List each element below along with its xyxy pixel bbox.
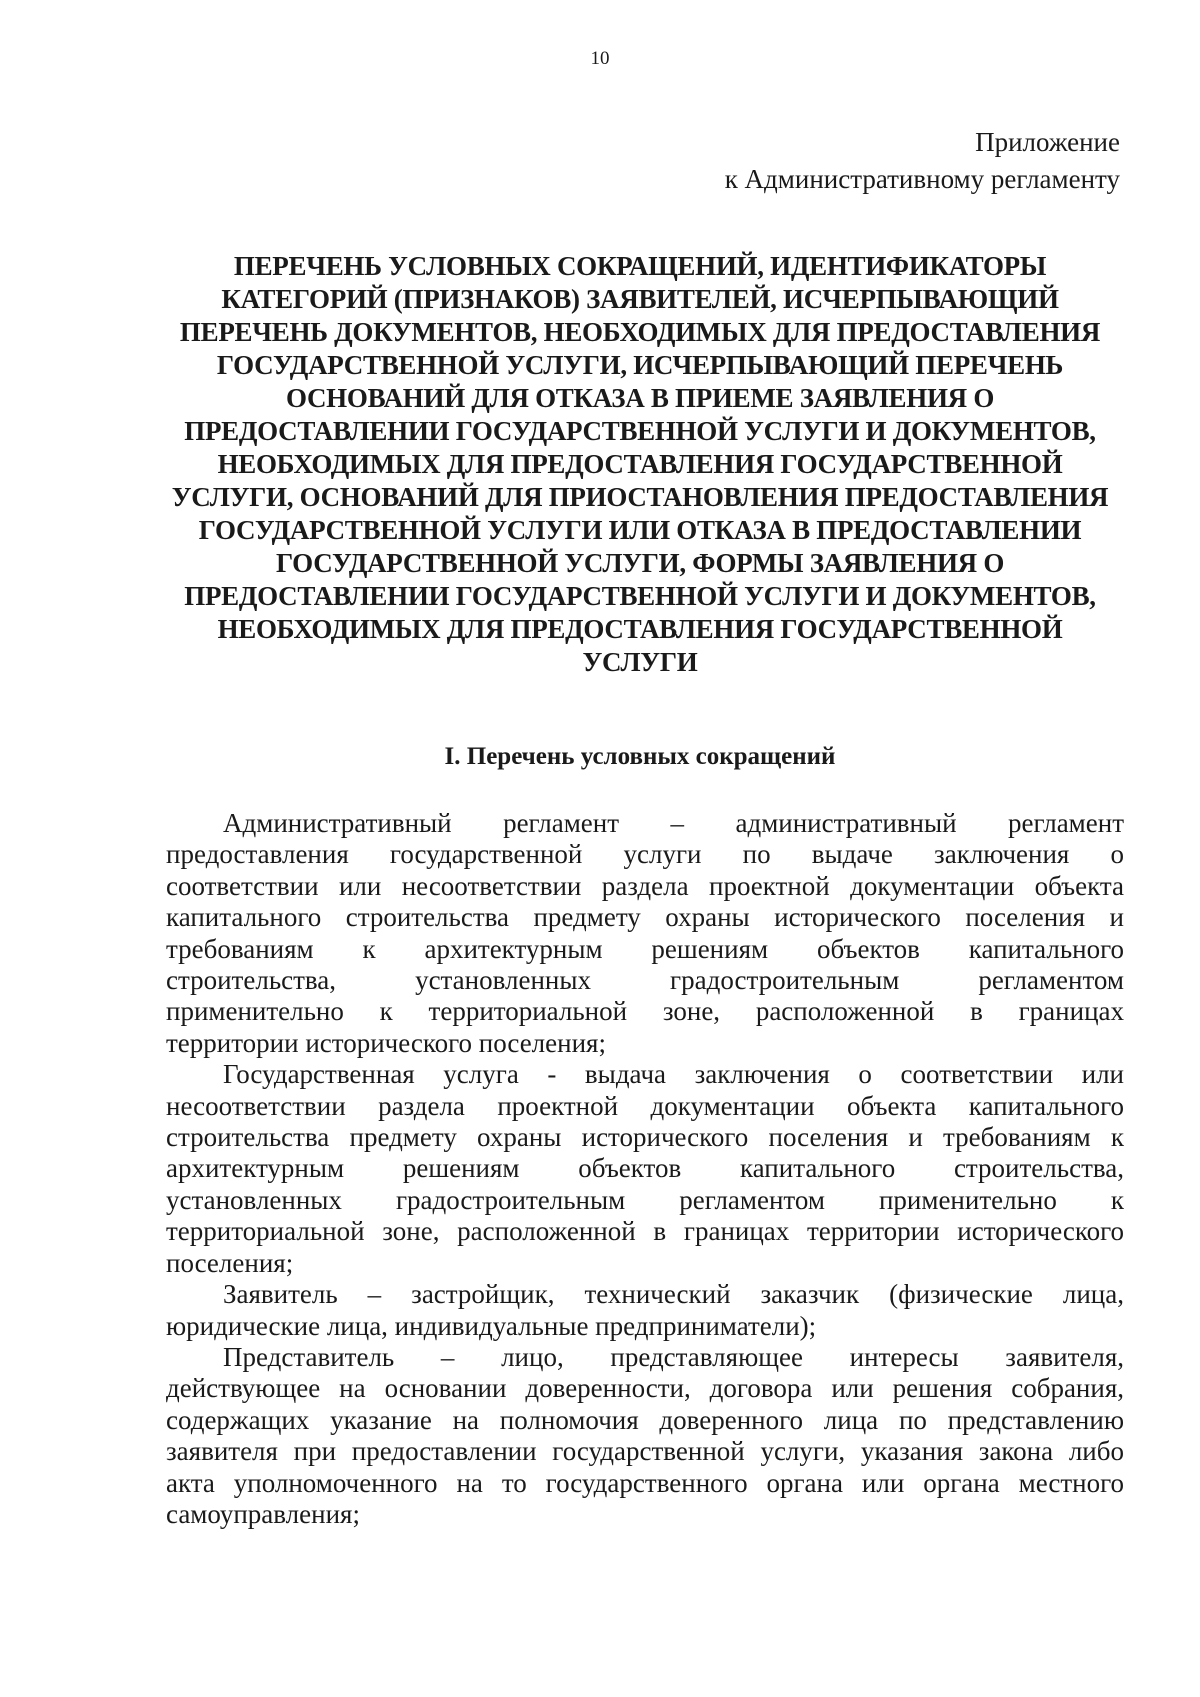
title-line: ОСНОВАНИЙ ДЛЯ ОТКАЗА В ПРИЕМЕ ЗАЯВЛЕНИЯ О xyxy=(285,383,995,413)
paragraph-line: установленных градостроительным регламентом применительно к xyxy=(166,1184,1124,1215)
paragraph-line: капитального строительства предмету охраны исторического поселения и xyxy=(166,902,1124,933)
paragraph-line: строительства, установленных градостроительным регламентом xyxy=(166,965,1124,996)
paragraph-line: Административный регламент – административный регламент xyxy=(223,808,1124,838)
paragraph-line: архитектурным решениям объектов капитального строительства, xyxy=(166,1153,1124,1184)
paragraph-line: несоответствии раздела проектной документации объекта капитального xyxy=(166,1090,1124,1121)
title-line: ГОСУДАРСТВЕННОЙ УСЛУГИ, ФОРМЫ ЗАЯВЛЕНИЯ О xyxy=(275,548,1005,578)
appendix-label xyxy=(725,124,1120,198)
title-line: ГОСУДАРСТВЕННОЙ УСЛУГИ ИЛИ ОТКАЗА В ПРЕДОСТАВЛЕНИИ xyxy=(198,515,1082,545)
title-line: ГОСУДАРСТВЕННОЙ УСЛУГИ, ИСЧЕРПЫВАЮЩИЙ ПЕРЕЧЕНЬ xyxy=(216,350,1064,380)
paragraph-line: строительства предмету охраны исторического поселения и требованиям к xyxy=(166,1122,1124,1153)
title-line: УСЛУГИ, ОСНОВАНИЙ ДЛЯ ПРИОСТАНОВЛЕНИЯ ПРЕДОСТАВЛЕНИЯ xyxy=(171,482,1109,512)
title-line: КАТЕГОРИЙ (ПРИЗНАКОВ) ЗАЯВИТЕЛЕЙ, ИСЧЕРПЫВАЮЩИЙ xyxy=(221,284,1059,314)
paragraph-line: Государственная услуга - выдача заключения о соответствии или xyxy=(223,1059,1124,1090)
paragraph-representative xyxy=(166,1342,1124,1530)
paragraph-line: заявителя при предоставлении государственной услуги, указания закона либо xyxy=(166,1436,1124,1467)
paragraph-administrative-regulation xyxy=(166,808,1124,1059)
title-line: ПРЕДОСТАВЛЕНИИ ГОСУДАРСТВЕННОЙ УСЛУГИ И ДОКУМЕНТОВ, xyxy=(184,581,1096,611)
paragraph-state-service xyxy=(166,1059,1124,1279)
title-line: УСЛУГИ xyxy=(582,647,698,677)
title-line: ПЕРЕЧЕНЬ ДОКУМЕНТОВ, НЕОБХОДИМЫХ ДЛЯ ПРЕДОСТАВЛЕНИЯ xyxy=(179,317,1101,347)
title-line: НЕОБХОДИМЫХ ДЛЯ ПРЕДОСТАВЛЕНИЯ ГОСУДАРСТВЕННОЙ xyxy=(217,449,1063,479)
paragraph-line: территориальной зоне, расположенной в границах территории исторического xyxy=(166,1216,1124,1247)
appendix-line-1: Приложение xyxy=(975,127,1120,157)
paragraph-line: требованиям к архитектурным решениям объектов капитального xyxy=(166,933,1124,964)
section-heading: I. Перечень условных сокращений xyxy=(444,743,836,770)
paragraph-line: содержащих указание на полномочия доверенного лица по представлению xyxy=(166,1404,1124,1435)
title-line: ПРЕДОСТАВЛЕНИИ ГОСУДАРСТВЕННОЙ УСЛУГИ И ДОКУМЕНТОВ, xyxy=(184,416,1096,446)
appendix-line-2: к Административному регламенту xyxy=(724,164,1120,194)
paragraph-line: поселения; xyxy=(166,1247,294,1278)
paragraph-line: соответствии или несоответствии раздела проектной документации объекта xyxy=(166,870,1124,901)
title-line: НЕОБХОДИМЫХ ДЛЯ ПРЕДОСТАВЛЕНИЯ ГОСУДАРСТВЕННОЙ xyxy=(217,614,1063,644)
document-title xyxy=(160,250,1120,679)
paragraph-line: действующее на основании доверенности, договора или решения собрания, xyxy=(166,1373,1124,1404)
paragraph-line: юридические лица, индивидуальные предприниматели); xyxy=(166,1310,817,1341)
paragraph-line: применительно к территориальной зоне, расположенной в границах xyxy=(166,996,1124,1027)
paragraph-line: Представитель – лицо, представляющее интересы заявителя, xyxy=(223,1341,1124,1372)
page-number: 10 xyxy=(590,48,610,69)
title-line: ПЕРЕЧЕНЬ УСЛОВНЫХ СОКРАЩЕНИЙ, ИДЕНТИФИКАТОРЫ xyxy=(233,251,1047,281)
paragraph-line: территории исторического поселения; xyxy=(166,1027,606,1058)
paragraph-line: акта уполномоченного на то государственного органа или органа местного xyxy=(166,1467,1124,1498)
body-text xyxy=(166,808,1124,1530)
paragraph-line: самоуправления; xyxy=(166,1498,360,1529)
paragraph-applicant xyxy=(166,1279,1124,1342)
paragraph-line: Заявитель – застройщик, технический заказчик (физические лица, xyxy=(223,1279,1124,1310)
paragraph-line: предоставления государственной услуги по выдаче заключения о xyxy=(166,839,1124,870)
